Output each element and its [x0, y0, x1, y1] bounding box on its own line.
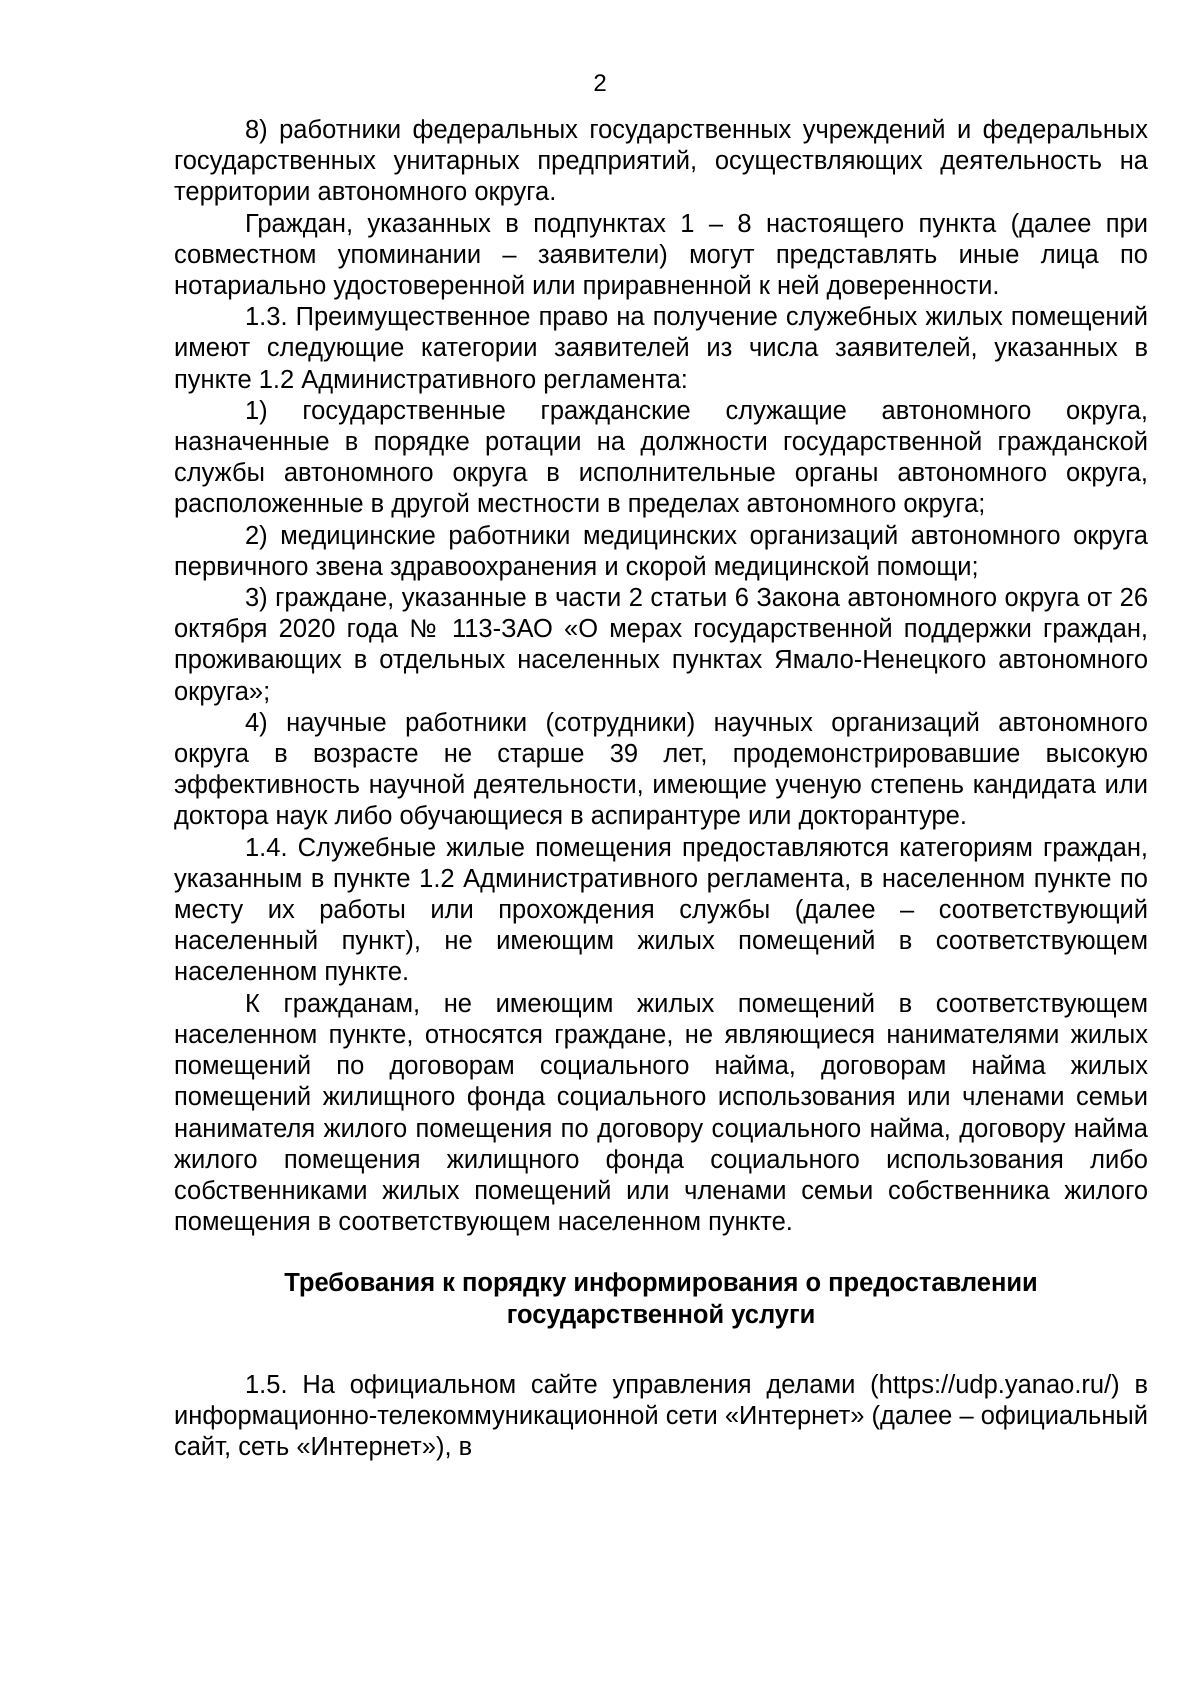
paragraph-1-4: 1.4. Служебные жилые помещения предоставляются категориям граждан, указанным в пункте 1.2 Административного регламента, в населенном пункте по месту их работы или прохождения службы (далее – соответствующий населенный пункт), не имеющим жилых помещений в соответствующем населенном пункте. [174, 833, 1148, 987]
paragraph-1-3-item-1: 1) государственные гражданские служащие автономного округа, назначенные в порядке ротации на должности государственной гражданской службы автономного округа в исполнительные органы автономного округа, расположенные в другой местности в пределах автономного округа; [174, 396, 1148, 519]
document-body [174, 115, 1148, 1463]
section-heading-line-2: государственной услуги [506, 1300, 816, 1329]
paragraph-item-8: 8) работники федеральных государственных учреждений и федеральных государственных унитарных предприятий, осуществляющих деятельность на территории автономного округа. [174, 116, 1148, 207]
paragraph-1-3-item-4: 4) научные работники (сотрудники) научных организаций автономного округа в возрасте не старше 39 лет, продемонстрировавшие высокую эффективность научной деятельности, имеющие ученую степень кандидата или доктора наук либо обучающиеся в аспирантуре или докторантуре. [174, 708, 1148, 831]
paragraph-1-3-item-3: 3) граждане, указанные в части 2 статьи 6 Закона автономного округа от 26 октября 2020 года № 113-ЗАО «О мерах государственной поддержки граждан, проживающих в отдельных населенных пунктах Ямало-Ненецкого автономного округа»; [174, 584, 1148, 706]
section-heading-line-1: Требования к порядку информирования о предоставлении [284, 1269, 1038, 1298]
paragraph-1-3: 1.3. Преимущественное право на получение служебных жилых помещений имеют следующие категории заявителей из числа заявителей, указанных в пункте 1.2 Административного регламента: [174, 303, 1148, 394]
paragraph-no-housing-definition: К гражданам, не имеющим жилых помещений в соответствующем населенном пункте, относятся граждане, не являющиеся нанимателями жилых помещений по договорам социального найма, договорам найма жилых помещений жилищного фонда социального использования или членами семьи нанимателя жилого помещения по договору социального найма, договору найма жилого помещения жилищного фонда социального использования либо собственниками жилых помещений или членами семьи собственника жилого помещения в соответствующем населенном пункте. [174, 989, 1148, 1237]
paragraph-1-3-item-2: 2) медицинские работники медицинских организаций автономного округа первичного звена здравоохранения и скорой медицинской помощи; [174, 521, 1148, 581]
page-number: 2 [593, 70, 607, 97]
paragraph-1-5: 1.5. На официальном сайте управления делами (https://udp.yanao.ru/) в информационно-телекоммуникационной сети «Интернет» (далее – официальный сайт, сеть «Интернет»), в [174, 1370, 1148, 1462]
paragraph-representatives: Граждан, указанных в подпунктах 1 – 8 настоящего пункта (далее при совместном упоминании – заявители) могут представлять иные лица по нотариально удостоверенной или приравненной к ней доверенности. [174, 209, 1148, 301]
section-heading [174, 1268, 1148, 1330]
